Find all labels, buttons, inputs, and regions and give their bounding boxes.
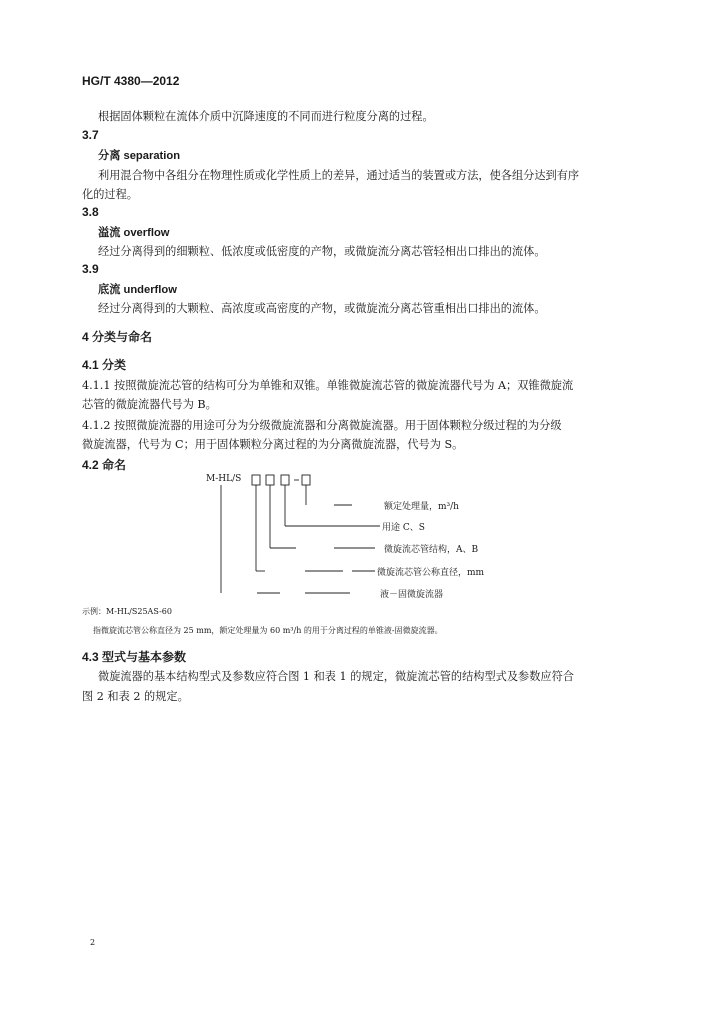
s4-1-2-line1: 4.1.2 按照微旋流器的用途可分为分级微旋流器和分离微旋流器。用于固体颗粒分级过程的为分级 [82,419,562,432]
s3-8-term: 溢流 overflow [98,227,170,239]
label-usage: 用途 C、S [382,523,425,533]
s3-8-number: 3.8 [82,205,99,219]
s3-9-number: 3.9 [82,262,99,276]
s3-7-definition-line1: 利用混合物中各组分在物理性质或化学性质上的差异，通过适当的装置或方法，使各组分达到有序 [98,169,580,182]
code-prefix: M-HL/S [206,474,242,484]
code-box-usage [281,475,289,485]
page-number: 2 [90,938,96,947]
label-structure: 微旋流芯管结构，A、B [384,545,479,555]
s4-1-1-line1: 4.1.1 按照微旋流芯管的结构可分为单锥和双锥。单锥微旋流芯管的微旋流器代号为 A；双锥微旋流 [82,379,574,392]
s4-3-paragraph-line2: 图 2 和表 2 的规定。 [82,690,189,703]
code-box-diameter [252,475,260,485]
code-box-capacity [302,475,310,485]
s4-1-1-line2: 芯管的微旋流器代号为 B。 [82,398,217,411]
example-title: 示例：M-HL/S25AS-60 [82,607,172,616]
s3-6-definition-tail: 根据固体颗粒在流体介质中沉降速度的不同而进行粒度分离的过程。 [98,110,434,123]
code-box-structure [266,475,274,485]
s3-7-term: 分离 separation [98,150,181,162]
s3-9-term: 底流 underflow [98,284,177,296]
s3-7-definition-line2: 化的过程。 [82,188,138,201]
section-4-1-title: 4.1 分类 [82,358,127,372]
s3-8-definition: 经过分离得到的细颗粒、低浓度或低密度的产物，或微旋流分离芯管轻相出口排出的流体。 [98,245,546,258]
standard-code: HG/T 4380—2012 [82,74,180,88]
s4-1-2-line2: 微旋流器，代号为 C；用于固体颗粒分离过程的为分离微旋流器，代号为 S。 [82,438,464,451]
label-capacity: 额定处理量，m³/h [384,502,459,512]
section-4-2-title: 4.2 命名 [82,458,127,472]
label-diameter: 微旋流芯管公称直径，mm [377,568,485,578]
section-4-title: 4 分类与命名 [82,330,153,344]
s3-9-definition: 经过分离得到的大颗粒、高浓度或高密度的产物，或微旋流分离芯管重相出口排出的流体。 [98,302,546,315]
example-text: 指微旋流芯管公称直径为 25 mm，额定处理量为 60 m³/h 的用于分离过程的单锥液-固微旋流器。 [93,626,443,635]
s3-7-number: 3.7 [82,128,99,142]
section-4-3-title: 4.3 型式与基本参数 [82,650,187,664]
s4-3-paragraph-line1: 微旋流器的基本结构型式及参数应符合图 1 和表 1 的规定，微旋流芯管的结构型式及参数应符合 [98,670,574,683]
label-type: 液－固微旋流器 [380,590,444,600]
